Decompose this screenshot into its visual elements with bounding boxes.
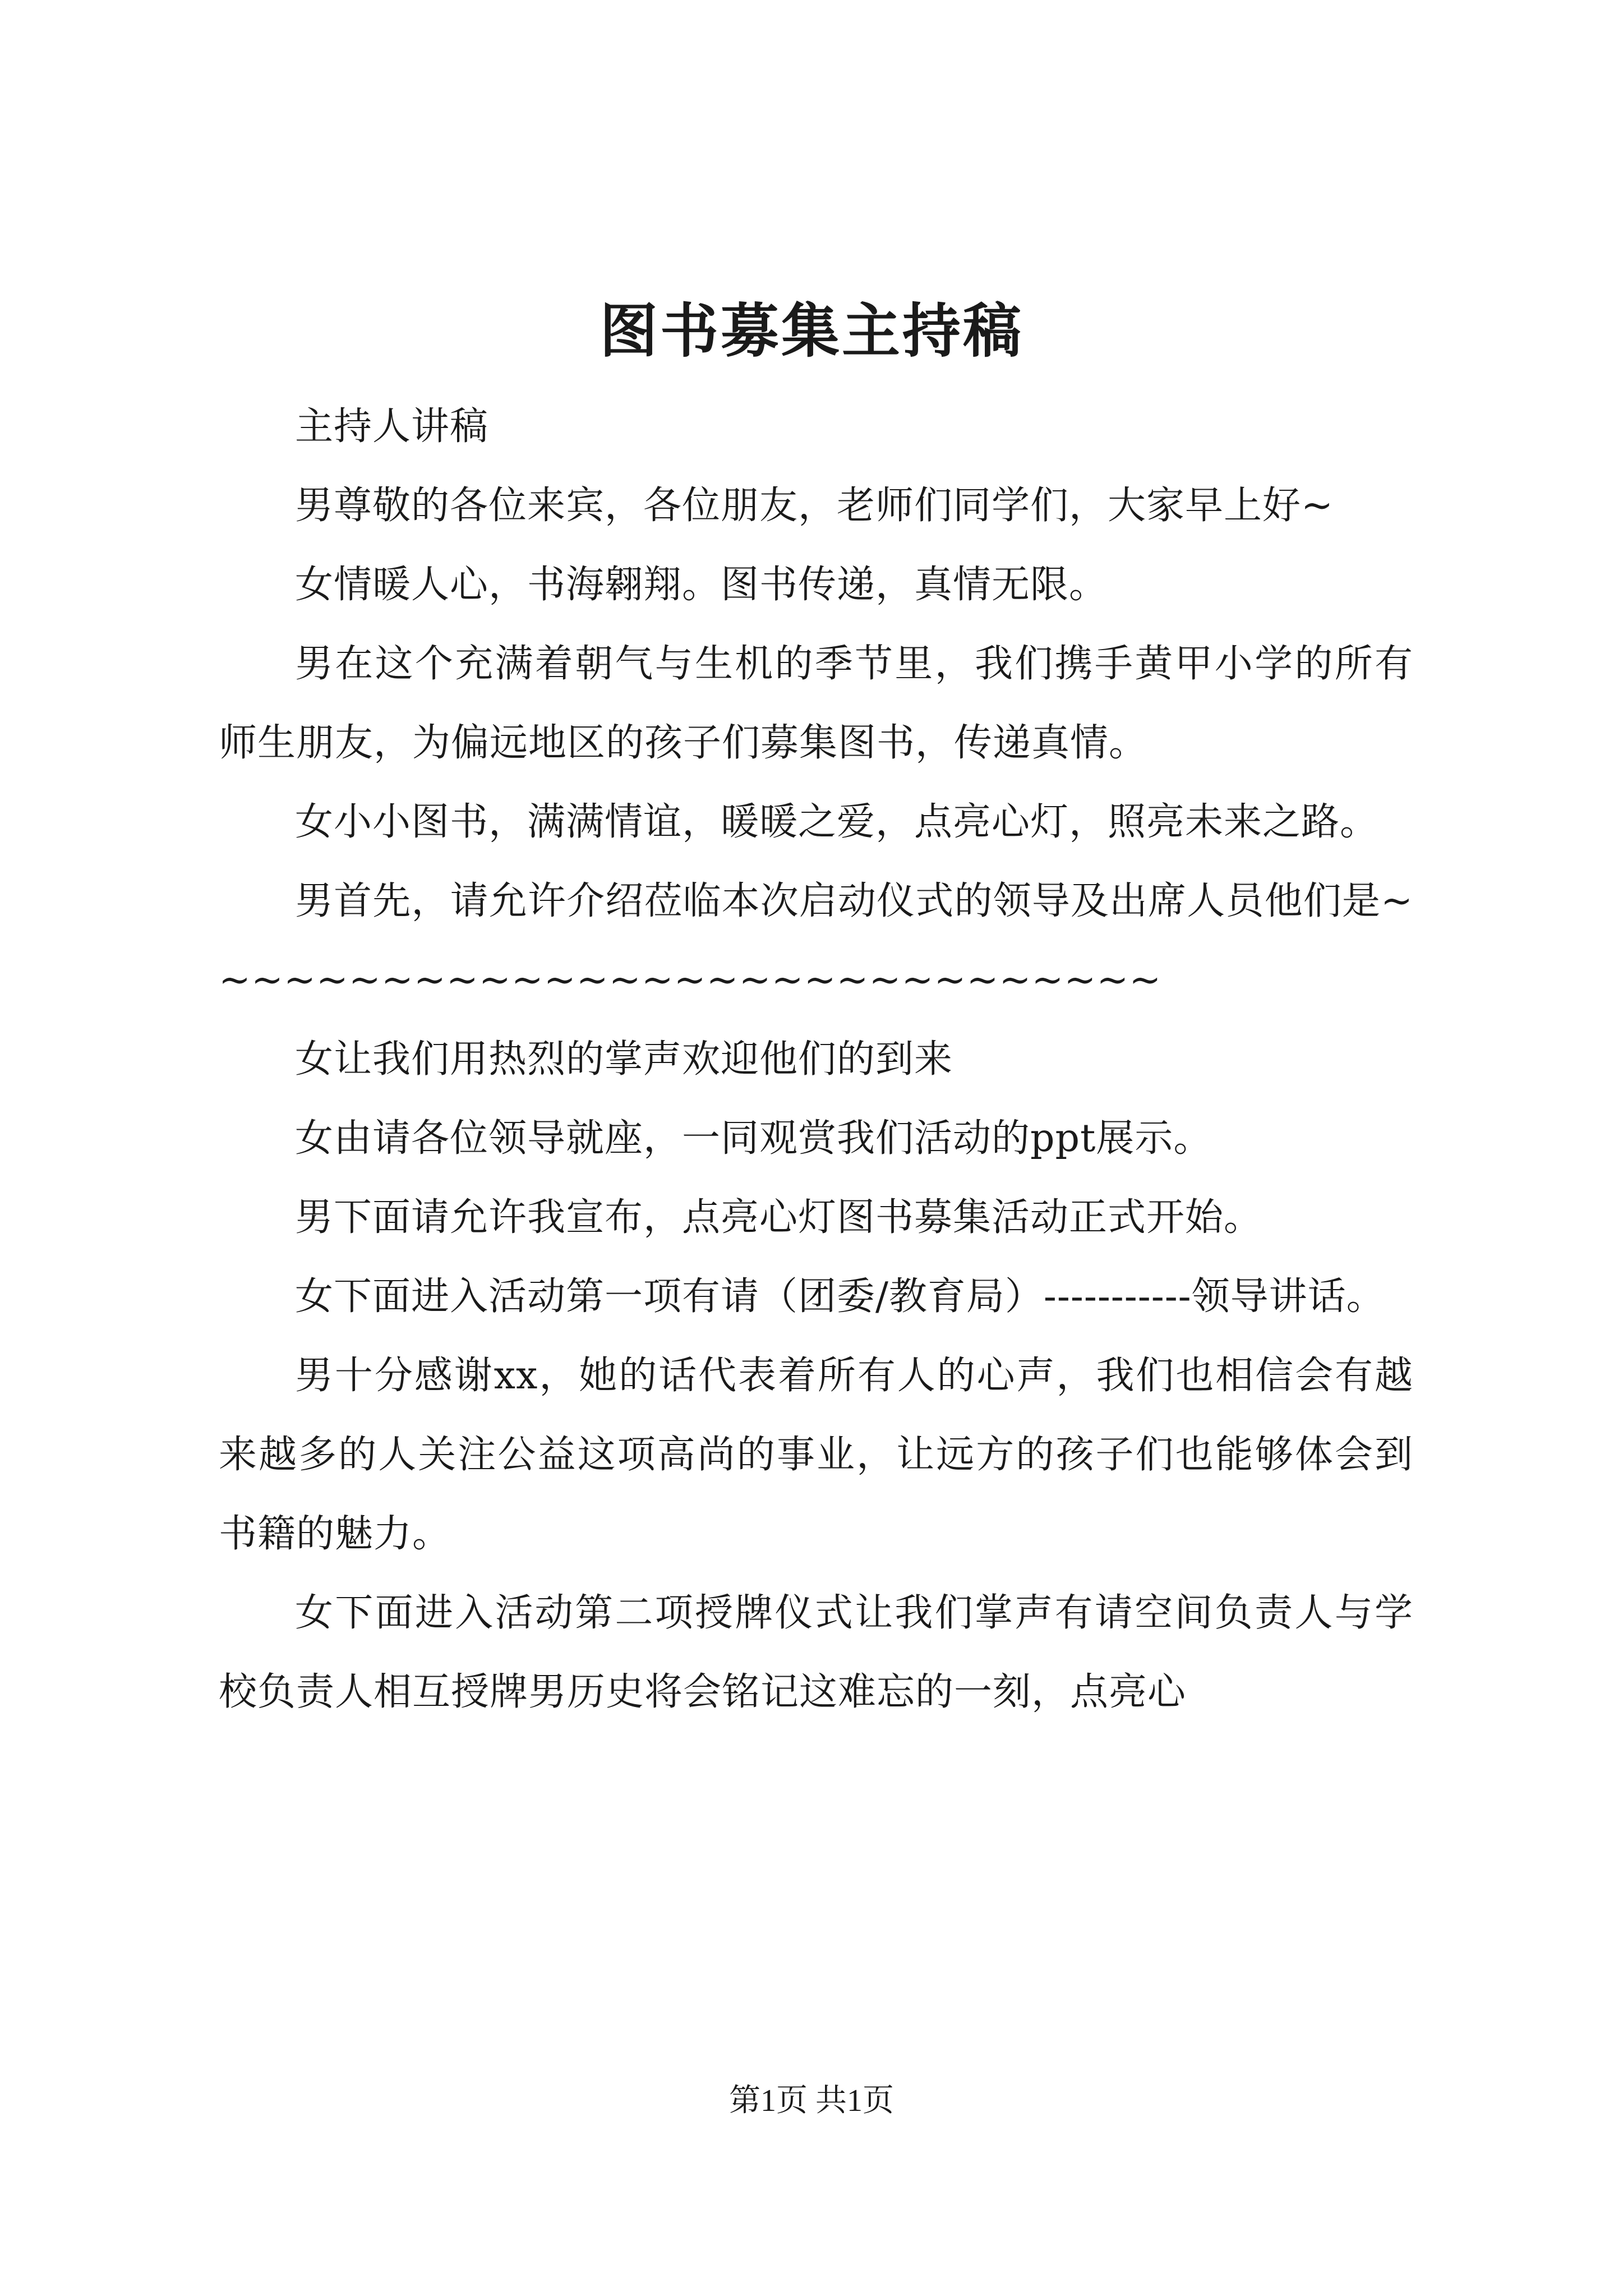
paragraph: 主持人讲稿: [295, 404, 489, 449]
paragraph: 女下面进入活动第一项有请（团委/教育局）-----------领导讲话。: [295, 1274, 1385, 1319]
document-body: [219, 387, 1413, 1732]
paragraph: 男首先，请允许介绍莅临本次启动仪式的领导及出席人员他们是~~~~~~~~~~~~~~~~~~~~~~~~~~~~~~: [219, 879, 1413, 1002]
paragraph: 男在这个充满着朝气与生机的季节里，我们携手黄甲小学的所有师生朋友，为偏远地区的孩子们募集图书，传递真情。: [219, 642, 1413, 765]
page-footer: 第1页 共1页: [729, 2083, 894, 2118]
paragraph: 女情暖人心，书海翱翔。图书传递，真情无限。: [295, 563, 1108, 607]
paragraph: 男尊敬的各位来宾，各位朋友，老师们同学们，大家早上好~: [295, 484, 1334, 528]
paragraph: 女下面进入活动第二项授牌仪式让我们掌声有请空间负责人与学校负责人相互授牌男历史将会铭记这难忘的一刻，点亮心: [219, 1591, 1413, 1714]
paragraph: 男十分感谢xx，她的话代表着所有人的心声，我们也相信会有越来越多的人关注公益这项高尚的事业，让远方的孩子们也能够体会到书籍的魅力。: [219, 1354, 1413, 1556]
paragraph: 女小小图书，满满情谊，暖暖之爱，点亮心灯，照亮未来之路。: [295, 800, 1379, 844]
paragraph: 男下面请允许我宣布，点亮心灯图书募集活动正式开始。: [295, 1195, 1263, 1240]
paragraph: 女由请各位领导就座，一同观赏我们活动的ppt展示。: [295, 1116, 1212, 1161]
document-title: 图书募集主持稿: [599, 296, 1023, 365]
paragraph: 女让我们用热烈的掌声欢迎他们的到来: [295, 1037, 953, 1082]
